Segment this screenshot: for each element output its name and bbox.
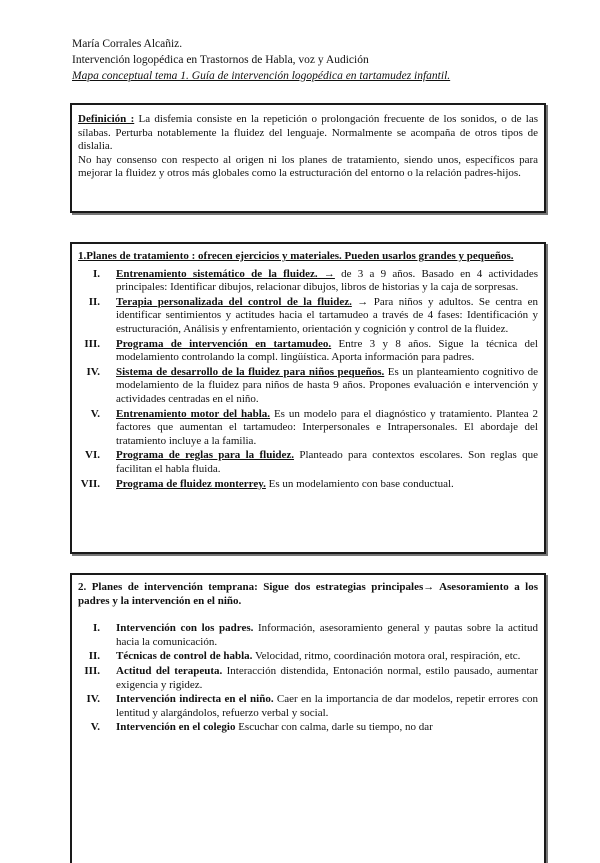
list-item <box>78 478 538 492</box>
item-text: Planteado para contextos escolares. Son reglas que facilitan el habla fluida. <box>116 449 538 475</box>
item-title: Programa de intervención en tartamudeo. <box>116 337 332 350</box>
item-text: Interacción distendida, Entonación normal, estilo pausado, aumentar exigencia y rigidez. <box>116 664 538 691</box>
document-header <box>72 36 450 84</box>
item-number: III. <box>84 337 100 350</box>
item-title: Terapia personalizada del control de la fluidez. <box>116 295 352 308</box>
section1-title: 1.Planes de tratamiento : ofrecen ejercicios y materiales. Pueden usarlos grandes y pequeños. <box>78 250 514 262</box>
list-item <box>78 366 538 407</box>
author-name: María Corrales Alcañiz. <box>72 38 183 50</box>
definition-paragraph <box>78 113 538 154</box>
item-title: Entrenamiento motor del habla. <box>116 407 271 420</box>
list-item <box>78 449 538 476</box>
item-number: IV. <box>86 365 100 378</box>
item-number: III. <box>84 664 100 677</box>
treatment-plans-box <box>70 242 546 554</box>
list-item <box>78 338 538 365</box>
item-text: Información, asesoramiento general y pautas sobre la actitud hacia la comunicación. <box>116 622 538 648</box>
item-text: Escuchar con calma, darle su tiempo, no dar <box>235 721 433 734</box>
list-item <box>78 650 538 664</box>
item-title: Entrenamiento sistemático de la fluidez. → <box>116 267 335 280</box>
item-title: Técnicas de control de habla. <box>116 650 253 663</box>
item-text: Caer en la importancia de dar modelos, repetir errores con lentitud y alargándolos, refuerzo verbal y social. <box>116 693 538 719</box>
list-item <box>78 296 538 337</box>
list-item <box>78 408 538 449</box>
course-title: Intervención logopédica en Trastornos de Habla, voz y Audición <box>72 54 369 66</box>
list-item <box>78 268 538 295</box>
section2-title: 2. Planes de intervención temprana: Sigue dos estrategias principales→ Asesoramiento a los padres y la intervención en el niño. <box>78 581 538 607</box>
list-item <box>78 665 538 692</box>
document-subtitle: Mapa conceptual tema 1. Guía de intervención logopédica en tartamudez infantil. <box>72 70 451 82</box>
item-number: II. <box>88 650 100 663</box>
item-number: II. <box>88 295 100 308</box>
definition-note: No hay consenso con respecto al origen ni los planes de tratamiento, siendo unos, específicos para mejorar la fluidez y otros más globales como la estructuración del entorno o la relación padres-hijos. <box>78 153 538 180</box>
item-text: de 3 a 9 años. Basado en 4 actividades principales: Identificar dibujos, relacionar dibujos, libros de historias y la caja de sorpresas. <box>116 267 538 294</box>
item-number: VII. <box>80 477 100 490</box>
item-title: Actitud del terapeuta. <box>116 664 223 677</box>
item-text: Es un modelamiento con base conductual. <box>265 477 454 490</box>
item-title: Programa de fluidez monterrey. <box>116 477 266 490</box>
item-title: Intervención con los padres. <box>116 622 254 635</box>
item-text: Es un planteamiento cognitivo de modelamiento de la fluidez para niños de hasta 9 años. Propones evaluación e intervención y actividades centradas en el niño. <box>116 365 538 405</box>
treatment-plans-list <box>78 268 538 492</box>
early-intervention-list <box>78 622 538 735</box>
item-text: Entre 3 y 8 años. Sigue la técnica del modelamiento controlando la compl. lingüística. Aporta información para padres. <box>116 337 538 364</box>
item-title: Sistema de desarrollo de la fluidez para niños pequeños. <box>116 365 385 378</box>
list-item <box>78 721 538 735</box>
item-number: I. <box>92 622 100 635</box>
item-text: → Para niños y adultos. Se centra en identificar sentimientos y actitudes hacia el tartamudeo a través de 4 fases: Identificación y estructuración, Análisis y enfrentamiento, orientación y cognición y control de la fluidez. <box>116 295 539 335</box>
item-title: Intervención indirecta en el niño. <box>116 693 274 706</box>
item-text: Velocidad, ritmo, coordinación motora oral, respiración, etc. <box>252 650 521 663</box>
definition-label: Definición : <box>78 113 135 125</box>
definition-box <box>70 103 546 213</box>
item-number: IV. <box>86 693 100 706</box>
item-number: VI. <box>85 449 100 462</box>
item-number: V. <box>90 721 100 734</box>
item-title: Intervención en el colegio <box>116 721 236 734</box>
early-intervention-box <box>70 573 546 863</box>
item-text: Es un modelo para el diagnóstico y tratamiento. Plantea 2 factores que aumentan el tartamudeo: Interpersonales e Intrapersonales. El abordaje del tratamiento incluye a la familia. <box>116 407 538 447</box>
list-item <box>78 622 538 649</box>
item-number: I. <box>92 267 100 280</box>
definition-text: La disfemia consiste en la repetición o prolongación frecuente de los sonidos, o de las sílabas. Perturba notablemente la fluidez del lenguaje. Normalmente se acompaña de otros tipos de dislalia. <box>78 113 538 153</box>
item-number: V. <box>90 407 100 420</box>
item-title: Programa de reglas para la fluidez. <box>116 449 295 462</box>
list-item <box>78 693 538 720</box>
